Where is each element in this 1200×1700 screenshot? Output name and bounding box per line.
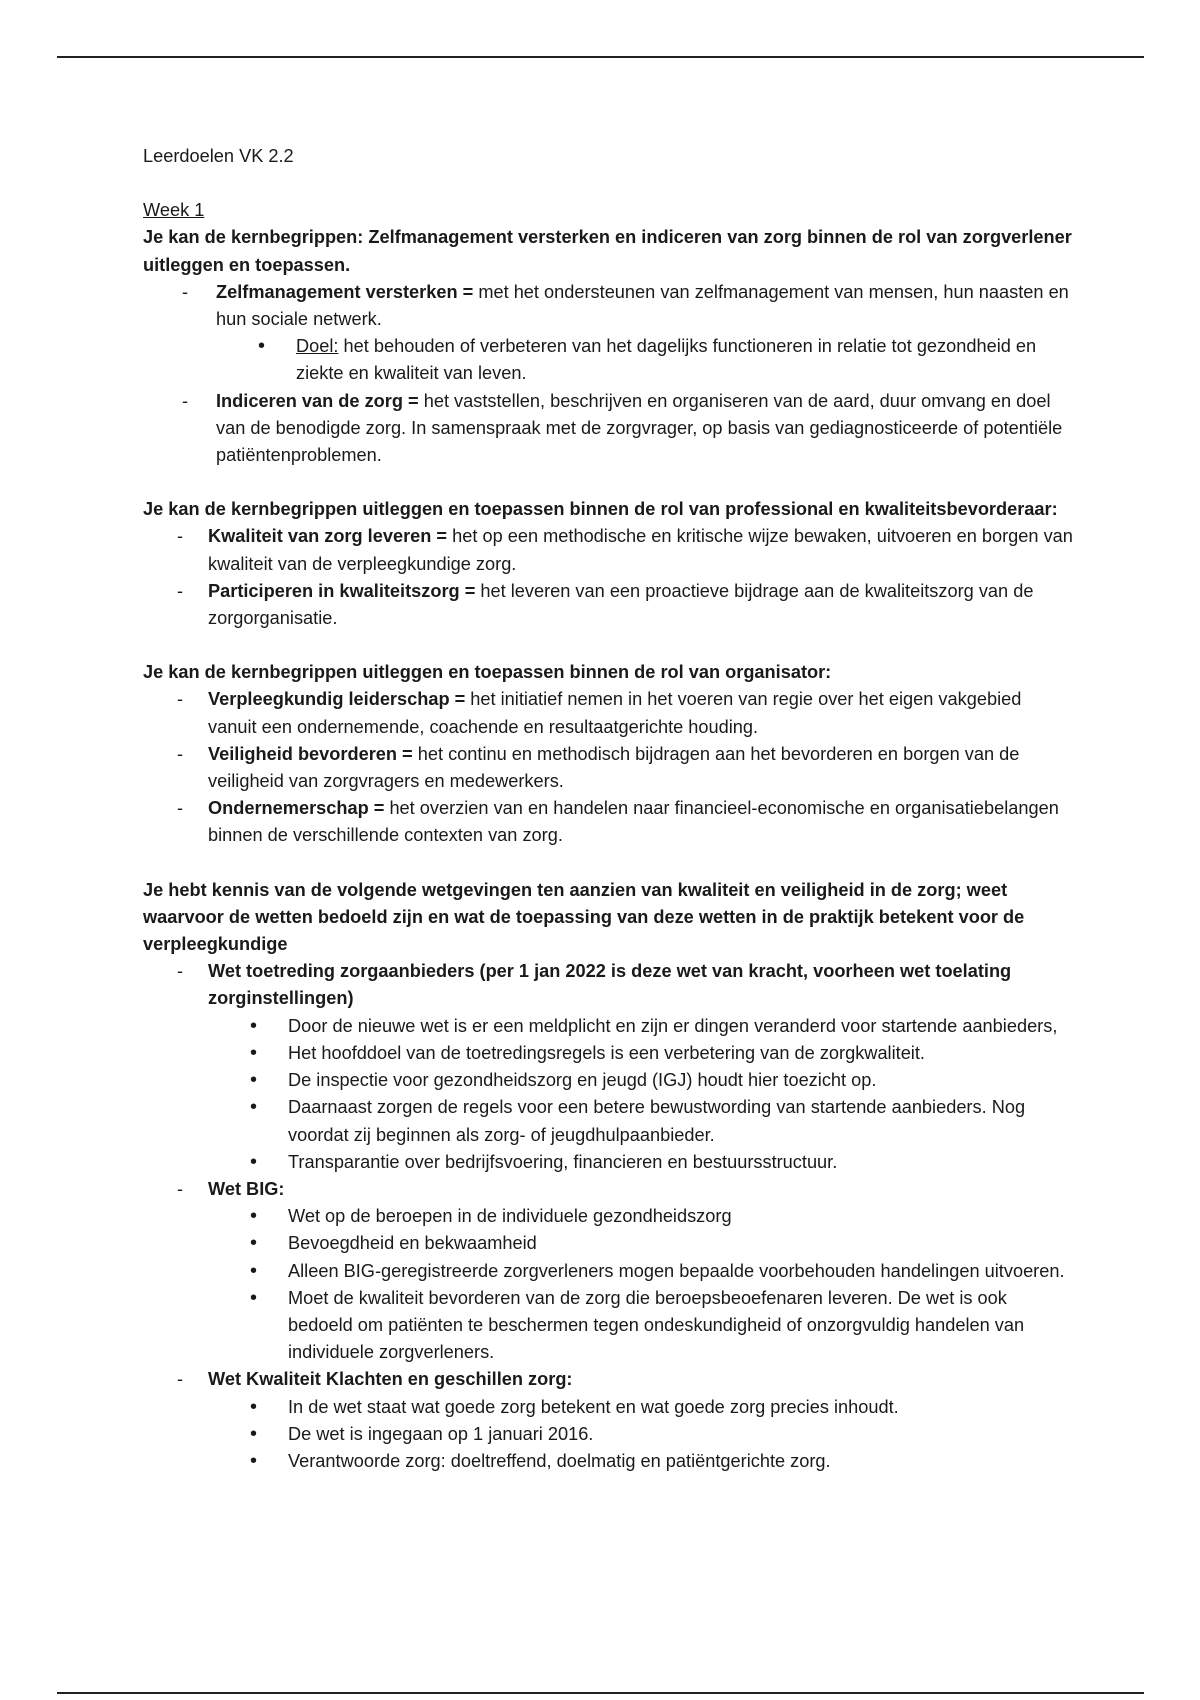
term: Verpleegkundig leiderschap = xyxy=(208,689,466,710)
list-item xyxy=(143,1176,1073,1366)
definition: het initiatief nemen in het voeren van regie over het eigen vakgebied vanuit een ondernemende, coachende en resultaatgerichte houding. xyxy=(208,689,1022,737)
section-heading: Je kan de kernbegrippen uitleggen en toepassen binnen de rol van professional en kwaliteitsbevorderaar: xyxy=(143,499,1058,520)
list-item xyxy=(143,279,1073,388)
bullet-list xyxy=(208,1013,1073,1176)
section-professional xyxy=(143,496,1073,632)
list-item: • Moet de kwaliteit bevorderen van de zorg die beroepsbeoefenaren leveren. De wet is ook bedoeld om patiënten te beschermen tegen ondeskundigheid of onzorgvuldig handelen van individuele zorgverleners. xyxy=(208,1285,1073,1367)
document-title: Leerdoelen VK 2.2 xyxy=(143,146,294,166)
list-item xyxy=(143,578,1073,632)
list-item: • Wet op de beroepen in de individuele gezondheidszorg xyxy=(208,1203,1073,1230)
law-name: Wet Kwaliteit Klachten en geschillen zorg: xyxy=(208,1369,573,1390)
term: Zelfmanagement versterken = xyxy=(216,281,474,302)
section-heading: Je kan de kernbegrippen: Zelfmanagement versterken en indiceren van zorg binnen de rol van zorgverlener uitleggen en toepassen. xyxy=(143,227,1072,275)
list-item xyxy=(143,388,1073,470)
dash-list xyxy=(143,523,1073,632)
definition: met het ondersteunen van zelfmanagement van mensen, hun naasten en hun sociale netwerk. xyxy=(216,281,1069,330)
list-item xyxy=(143,741,1073,795)
list-item: • In de wet staat wat goede zorg betekent en wat goede zorg precies inhoudt. xyxy=(208,1394,1073,1421)
week-label: Week 1 xyxy=(143,200,205,221)
dash-list xyxy=(143,686,1073,849)
term: Veiligheid bevorderen = xyxy=(208,743,413,764)
list-item: • Bevoegdheid en bekwaamheid xyxy=(208,1230,1073,1257)
footer-rule xyxy=(57,1692,1144,1694)
list-item: • Het hoofddoel van de toetredingsregels is een verbetering van de zorgkwaliteit. xyxy=(208,1040,1073,1067)
list-item: • Door de nieuwe wet is er een meldplicht en zijn er dingen veranderd voor startende aanbieders, xyxy=(208,1013,1073,1040)
list-item xyxy=(143,686,1073,740)
definition: het continu en methodisch bijdragen aan het bevorderen en borgen van de veiligheid van zorgvragers en medewerkers. xyxy=(208,743,1020,792)
list-item xyxy=(143,958,1073,1176)
section-heading: Je hebt kennis van de volgende wetgevingen ten aanzien van kwaliteit en veiligheid in de zorg; weet waarvoor de wetten bedoeld zijn en wat de toepassing van deze wetten in de praktijk betekent voor de verpleegkundige xyxy=(143,879,1025,955)
list-item: • Transparantie over bedrijfsvoering, financieren en bestuursstructuur. xyxy=(208,1149,1073,1176)
list-item: • De inspectie voor gezondheidszorg en jeugd (IGJ) houdt hier toezicht op. xyxy=(208,1067,1073,1094)
list-item: • Daarnaast zorgen de regels voor een betere bewustwording van startende aanbieders. Nog voordat zij beginnen als zorg- of jeugdhulpaanbieder. xyxy=(208,1094,1073,1148)
list-item: • De wet is ingegaan op 1 januari 2016. xyxy=(208,1421,1073,1448)
list-item xyxy=(143,795,1073,849)
list-item xyxy=(216,333,1073,387)
header-rule xyxy=(57,56,1144,58)
document-body xyxy=(143,143,1073,1502)
section-heading: Je kan de kernbegrippen uitleggen en toepassen binnen de rol van organisator: xyxy=(143,662,832,683)
dash-list xyxy=(143,958,1073,1475)
bullet-list xyxy=(216,333,1073,387)
section-organisator xyxy=(143,659,1073,849)
term: Kwaliteit van zorg leveren = xyxy=(208,526,448,547)
list-item xyxy=(143,1366,1073,1475)
definition: het leveren van een proactieve bijdrage aan de kwaliteitszorg van de zorgorganisatie. xyxy=(208,580,1034,629)
list-item: • Verantwoorde zorg: doeltreffend, doelmatig en patiëntgerichte zorg. xyxy=(208,1448,1073,1475)
definition: het vaststellen, beschrijven en organiseren van de aard, duur omvang en doel van de benodigde zorg. In samenspraak met de zorgvrager, op basis van gediagnosticeerde of potentiële patiëntenproblemen. xyxy=(216,390,1063,466)
sub-text: het behouden of verbeteren van het dagelijks functioneren in relatie tot gezondheid en ziekte en kwaliteit van leven. xyxy=(296,336,1037,384)
term: Participeren in kwaliteitszorg = xyxy=(208,580,476,601)
list-item xyxy=(143,523,1073,577)
definition: het overzien van en handelen naar financieel-economische en organisatiebelangen binnen de verschillende contexten van zorg. xyxy=(208,798,1059,846)
bullet-list xyxy=(208,1203,1073,1366)
law-name: Wet BIG: xyxy=(208,1178,285,1199)
section-week1-zorgverlener xyxy=(143,197,1073,469)
sub-label: Doel: xyxy=(296,336,339,357)
definition: het op een methodische en kritische wijze bewaken, uitvoeren en borgen van kwaliteit van de verpleegkundige zorg. xyxy=(208,526,1073,574)
list-item: • Alleen BIG-geregistreerde zorgverleners mogen bepaalde voorbehouden handelingen uitvoeren. xyxy=(208,1258,1073,1285)
dash-list xyxy=(143,279,1073,469)
law-name: Wet toetreding zorgaanbieders (per 1 jan 2022 is deze wet van kracht, voorheen wet toelating zorginstellingen) xyxy=(208,961,1012,1009)
term: Indiceren van de zorg = xyxy=(216,390,419,411)
term: Ondernemerschap = xyxy=(208,798,385,819)
section-wetgeving xyxy=(143,877,1073,1475)
bullet-list xyxy=(208,1394,1073,1476)
